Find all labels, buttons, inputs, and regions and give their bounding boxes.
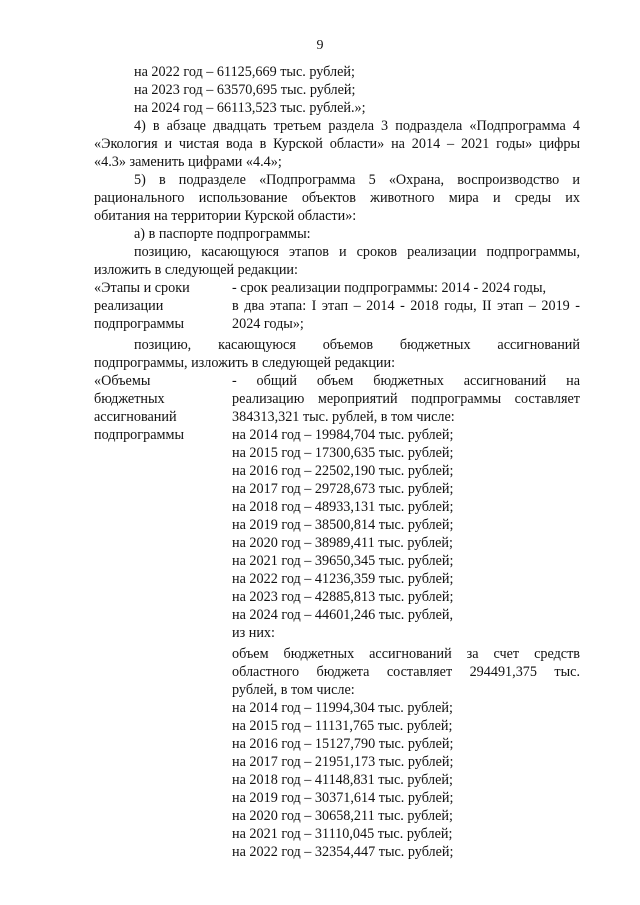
paragraph-line: изложить в следующей редакции: (94, 262, 298, 278)
table-value-line: 2024 годы»; (232, 316, 304, 332)
year-amount-line: на 2019 год – 30371,614 тыс. рублей; (232, 790, 454, 806)
year-amount-line: на 2018 год – 48933,131 тыс. рублей; (232, 499, 454, 515)
year-amount-line: на 2015 год – 11131,765 тыс. рублей; (232, 718, 453, 734)
paragraph-line: «4.3» заменить цифрами «4.4»; (94, 154, 282, 170)
year-amount-line: на 2020 год – 30658,211 тыс. рублей; (232, 808, 453, 824)
table-label-line: подпрограммы (94, 427, 184, 443)
paragraph-line: «Экология и чистая вода в Курской области» на 2014 – 2021 годы» цифры (94, 136, 580, 152)
amount-line: на 2023 год – 63570,695 тыс. рублей; (134, 82, 356, 98)
year-amount-line: на 2014 год – 11994,304 тыс. рублей; (232, 700, 453, 716)
table-value-line: объем бюджетных ассигнований за счет средств (232, 646, 580, 662)
paragraph-line: позицию, касающуюся объемов бюджетных ассигнований (134, 337, 580, 353)
amount-line: на 2024 год – 66113,523 тыс. рублей.»; (134, 100, 366, 116)
table-value-line: 384313,321 тыс. рублей, в том числе: (232, 409, 455, 425)
table-value-line: областного бюджета составляет 294491,375 тыс. (232, 664, 580, 680)
paragraph-line: 4) в абзаце двадцать третьем раздела 3 подраздела «Подпрограмма 4 (134, 118, 580, 134)
year-amount-line: на 2021 год – 31110,045 тыс. рублей; (232, 826, 453, 842)
paragraph-line: рационального использование объектов животного мира и среды их (94, 190, 580, 206)
year-amount-line: на 2020 год – 38989,411 тыс. рублей; (232, 535, 453, 551)
year-amount-line: на 2021 год – 39650,345 тыс. рублей; (232, 553, 454, 569)
year-amount-line: на 2017 год – 21951,173 тыс. рублей; (232, 754, 454, 770)
table-value-line: реализацию мероприятий подпрограммы составляет (232, 391, 580, 407)
paragraph-line: а) в паспорте подпрограммы: (134, 226, 311, 242)
year-amount-line: на 2022 год – 41236,359 тыс. рублей; (232, 571, 454, 587)
table-value-line: - срок реализации подпрограммы: 2014 - 2024 годы, (232, 280, 547, 296)
year-amount-line: на 2023 год – 42885,813 тыс. рублей; (232, 589, 454, 605)
table-label-line: ассигнований (94, 409, 177, 425)
year-amount-line: на 2022 год – 32354,447 тыс. рублей; (232, 844, 454, 860)
table-value-line: рублей, в том числе: (232, 682, 355, 698)
year-amount-line: на 2019 год – 38500,814 тыс. рублей; (232, 517, 454, 533)
table-label-line: бюджетных (94, 391, 165, 407)
table-label-line: реализации (94, 298, 164, 314)
paragraph-line: подпрограммы, изложить в следующей редакции: (94, 355, 396, 371)
year-amount-line: на 2016 год – 15127,790 тыс. рублей; (232, 736, 454, 752)
table-value-line: в два этапа: I этап – 2014 - 2018 годы, II этап – 2019 - (232, 298, 580, 314)
year-amount-line: на 2024 год – 44601,246 тыс. рублей, (232, 607, 454, 623)
year-amount-line: на 2018 год – 41148,831 тыс. рублей; (232, 772, 453, 788)
paragraph-line: 5) в подразделе «Подпрограмма 5 «Охрана, воспроизводство и (134, 172, 580, 188)
table-value-line: - общий объем бюджетных ассигнований на (232, 373, 580, 389)
table-label-line: «Этапы и сроки (94, 280, 190, 296)
year-amount-line: на 2015 год – 17300,635 тыс. рублей; (232, 445, 454, 461)
year-amount-line: на 2017 год – 29728,673 тыс. рублей; (232, 481, 454, 497)
table-label-line: «Объемы (94, 373, 151, 389)
paragraph-line: позицию, касающуюся этапов и сроков реализации подпрограммы, (134, 244, 580, 260)
page-number: 9 (316, 38, 324, 53)
paragraph-line: обитания на территории Курской области»: (94, 208, 357, 224)
year-amount-line: на 2016 год – 22502,190 тыс. рублей; (232, 463, 454, 479)
amount-line: на 2022 год – 61125,669 тыс. рублей; (134, 64, 355, 80)
year-amount-line: на 2014 год – 19984,704 тыс. рублей; (232, 427, 454, 443)
table-label-line: подпрограммы (94, 316, 184, 332)
table-value-line: из них: (232, 625, 275, 641)
